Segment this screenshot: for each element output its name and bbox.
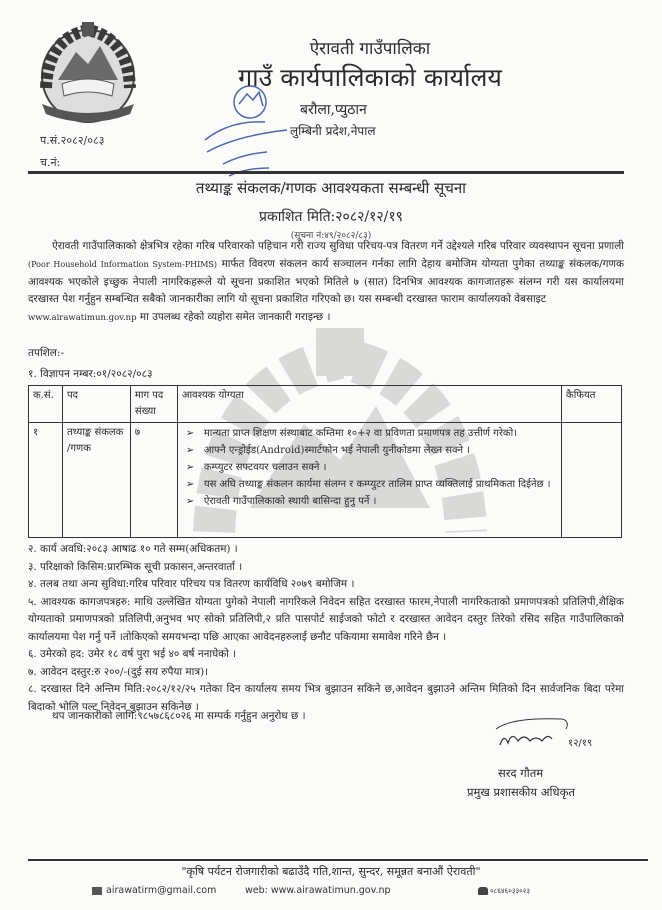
advert-number: १. विज्ञापन नम्बर:०१/२०८२/०८३ <box>28 368 153 380</box>
office-location: बरौला,प्युठान <box>300 102 367 118</box>
website-link[interactable]: www.airawatimun.gov.np <box>28 313 137 324</box>
intro-text-1: ऐरावती गाउँपालिकाको क्षेत्रभित्र रहेका गरिब परिवारको पहिचान गरी राज्य सुविधा परिचय-पत्र वितरण गर्ने उद्देश्यले गरिब परिवार व्यवस्थापन सूचना प्रणाली <box>52 240 624 252</box>
arrow-bullet-icon: ➢ <box>185 479 195 490</box>
email-link[interactable]: airawatirm@gmail.com <box>106 885 217 896</box>
office-province: लुम्बिनी प्रदेश,नेपाल <box>290 124 376 138</box>
col-header-requirements: आवश्यक योग्यता <box>177 386 561 423</box>
phone-number: ०८६४६०३३०२३ <box>490 887 531 895</box>
cell-sn: १ <box>29 423 63 538</box>
intro-paragraph <box>28 238 624 328</box>
fiscal-year-reference: प.सं.२०८२/०८३ <box>40 134 105 147</box>
intro-system-name: (Poor Household Information System-PHIMS) <box>28 259 218 269</box>
dispatch-number: च.नं: <box>40 156 61 169</box>
table-header-row <box>29 386 622 423</box>
condition-item: ८. दरखास्त दिने अन्तिम मिति:२०८२/१२/२५ गतेका दिन कार्यालय समय भित्र बुझाउन सकिने छ,आवेदन बुझाउने अन्तिम मितिको दिन सार्वजनिक बिदा परेमा बिदाको भोलि पल्ट निवेदन बुझाउन सकिनेछ । <box>28 683 624 713</box>
vacancy-table <box>28 385 622 538</box>
notice-title: तथ्याङ्क संकलक/गणक आवश्यकता सम्बन्धी सूचना <box>195 179 467 197</box>
signatory-designation: प्रमुख प्रशासकीय अधिकृत <box>467 785 575 799</box>
cell-remarks <box>562 423 622 538</box>
requirement-item: ➢ यस अघि तथ्याङ्क संकलन कार्यमा संलग्न र कम्प्युटर तालिम प्राप्त व्यक्तिलाई प्राथमिकता दिईनेछ । <box>182 476 557 493</box>
published-date: प्रकाशित मिति:२०८२/१२/१९ <box>259 209 403 225</box>
col-header-post: पद <box>62 386 130 423</box>
cell-requirements <box>177 423 561 538</box>
col-header-count: माग पद संख्या <box>130 386 177 423</box>
condition-item: ५. आवश्यक कागजपत्रहरु: माथि उल्लेखित योग्यता पुगेको नेपाली नागरिकले निवेदन सहित दरखास्त फारम,नेपाली नागरिकताको प्रमाणपत्रको प्रतिलिपी,शैक्षिक योग्यताको प्रमाणपत्रको प्रतिलिपी,अनुभव भए सोको प्रतिलिपी,२ प्रति पासपोर्ट साईजको फोटो र दरखास्त आवेदन दस्तुर तिरेको रसिद सहित गाउँपालिकाको कार्यालयमा पेश गर्नु पर्ने ।तोकिएको समयभन्दा पछि आएका आवेदनहरुलाई छनौट पकियामा समावेश गरिने छैन । <box>28 595 624 643</box>
arrow-bullet-icon: ➢ <box>185 496 195 507</box>
col-header-sn: क.सं. <box>29 386 63 423</box>
notice-number: (सूचना नं:४९/२०८२/८३) <box>290 231 372 241</box>
arrow-bullet-icon: ➢ <box>185 445 195 456</box>
signatory-name: सरद गौतम <box>498 766 544 780</box>
condition-item: ३. परिक्षाको किसिम:प्रारम्भिक सूची प्रकासन,अन्तरवार्ता । <box>28 560 243 573</box>
requirement-item: ➢ आफ्नै एन्ड्रोईड(Android)स्मार्टफोन भई नेपाली युनीकोडमा लेख्न सक्ने । <box>182 442 557 459</box>
office-name: गाउँ कार्यपालिकाको कार्यालय <box>238 63 502 92</box>
requirement-item: ➢ ऐरावती गाउँपालिकाको स्थायी बासिन्दा हुनु पर्ने । <box>182 493 557 510</box>
footer-phone <box>478 887 530 896</box>
arrow-bullet-icon: ➢ <box>185 428 195 439</box>
nepal-emblem-icon <box>28 18 148 130</box>
signature-date: १२/१९ <box>568 738 593 749</box>
footer-web[interactable]: web: www.airawatimun.gov.np <box>245 885 391 896</box>
cell-count: ७ <box>130 423 177 538</box>
requirement-item: ➢ मान्यता प्राप्त शिक्षण संस्थाबाट कम्तिमा १०+२ वा प्रविणता प्रमाणपत्र तह उत्तीर्ण गरेको। <box>182 425 557 442</box>
col-header-remarks: कैफियत <box>562 386 622 423</box>
condition-item: ६. उमेरको हद: उमेर १८ वर्ष पुरा भई ४० बर्ष ननाघेको । <box>28 648 237 660</box>
mail-icon <box>92 887 102 895</box>
municipality-name: ऐरावती गाउँपालिका <box>309 39 431 59</box>
arrow-bullet-icon: ➢ <box>185 462 195 473</box>
footer-divider <box>28 859 648 861</box>
table-row <box>29 423 622 538</box>
phone-icon <box>478 887 488 895</box>
condition-list <box>28 541 624 716</box>
handwritten-signature <box>492 715 572 751</box>
details-heading: तपशिल:- <box>28 347 65 359</box>
footer-email <box>92 885 216 896</box>
intro-text-2: मार्फत विवरण संकलन कार्य सञ्चालन गर्नका लागि देहाय बमोजिम योग्यता पुगेका तथ्याङ्क संकलक/गणक आवश्यक भएकोले इच्छुक नेपाली नागरिकहरूले यो सूचना प्रकाशित भएको मितिले ७ (सात) दिनभित्र आवश्यक कागजातहरू संलग्न गरी यस कार्यालयमा दरखास्त पेश गर्नुहुन सम्बन्धित सबैको जानकारीका लागि यो सूचना प्रकाशित गरिएको छ। यस सम्बन्धी दरखास्त फाराम कार्यालयको वेबसाइट <box>28 257 624 306</box>
cell-post: तथ्याङ्क संकलक /गणक <box>62 423 130 538</box>
office-stamp <box>195 80 305 180</box>
footer-slogan: "कृषि पर्यटन रोजगारीको बढाउँदै गति,शान्त, सुन्दर, समून्नत बनाऔं ऐरावती" <box>181 865 481 878</box>
condition-item: ७. आवेदन दस्तुर:रु २००/-(दुई सय रुपैया मात्र)। <box>28 665 209 678</box>
requirement-item: ➢ कम्प्युटर सफ्टवयर चलाउन सक्ने । <box>182 459 557 476</box>
intro-text-3: मा उपलब्ध रहेको व्यहोरा समेत जानकारी गराइन्छ । <box>136 311 331 324</box>
condition-item: ४. तलब तथा अन्य सुविधा:गरिब परिवार परिचय पत्र वितरण कार्यविधि २०७९ बमोजिम । <box>28 578 355 590</box>
contact-line: थप जानकारीको लागि:९८५७८६८०२६ मा सम्पर्क गर्नुहुन अनुरोध छ । <box>52 710 306 722</box>
header-divider <box>28 171 624 174</box>
condition-item: २. कार्य अवधि:२०८३ आषाढ १० गते सम्म(अधिकतम) । <box>28 543 238 555</box>
